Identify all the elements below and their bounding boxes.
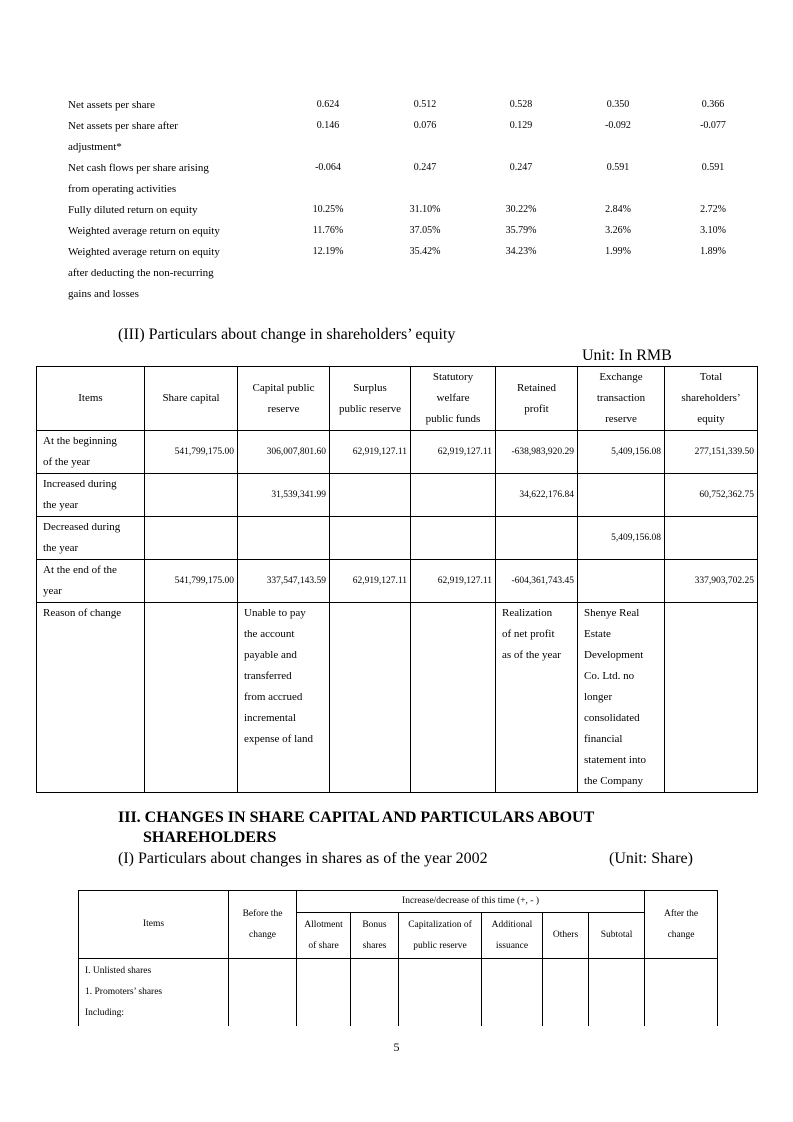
indicator-label: Weighted average return on equity (68, 225, 220, 237)
indicator-value: 0.624 (316, 99, 340, 110)
indicator-row (0, 116, 793, 153)
indicator-value: 31.10% (409, 204, 441, 215)
indicator-value: 35.79% (505, 225, 537, 236)
cell-statutory: 62,919,127.11 (411, 431, 496, 474)
indicator-value: 0.350 (606, 99, 630, 110)
cell-retained: -604,361,743.45 (496, 560, 578, 603)
indicator-label: Net cash flows per share arising from operating activities (68, 162, 209, 195)
indicator-label: Weighted average return on equity after deducting the non-recurring gains and losses (68, 246, 220, 300)
indicator-value: 0.247 (413, 162, 437, 173)
cell-empty (482, 959, 543, 1027)
col-header-others: Others (543, 913, 589, 959)
table-row (79, 959, 718, 1027)
indicator-value: 35.42% (409, 246, 441, 257)
cell-empty (589, 959, 645, 1027)
col-header-retained: Retained profit (496, 367, 578, 431)
cell-capital-reserve: 306,007,801.60 (238, 431, 330, 474)
cell-capital-reserve: 31,539,341.99 (238, 474, 330, 517)
cell-empty (351, 959, 399, 1027)
indicator-value: 30.22% (505, 204, 537, 215)
table-row (37, 474, 758, 517)
indicator-row (0, 242, 793, 300)
cell-empty (399, 959, 482, 1027)
col-header-items: Items (37, 367, 145, 431)
equity-unit: Unit: In RMB (582, 347, 672, 364)
indicator-label: Net assets per share (68, 99, 156, 111)
cell-statutory (411, 474, 496, 517)
cell-retained (496, 517, 578, 560)
col-header-after: After the change (645, 891, 718, 959)
col-header-additional: Additional issuance (482, 913, 543, 959)
share-unit: (Unit: Share) (609, 850, 693, 867)
indicator-value: 0.591 (701, 162, 725, 173)
indicator-value: 2.84% (605, 204, 631, 215)
indicator-value: 0.247 (509, 162, 533, 173)
indicator-value: 1.89% (700, 246, 726, 257)
indicator-value: 34.23% (505, 246, 537, 257)
col-header-bonus: Bonus shares (351, 913, 399, 959)
equity-change-table (36, 366, 758, 793)
reason-row (37, 603, 758, 793)
cell-empty (330, 603, 411, 793)
row-label: Reason of change (37, 603, 145, 793)
indicator-value: 0.591 (606, 162, 630, 173)
cell-total: 277,151,339.50 (665, 431, 758, 474)
table-row (37, 431, 758, 474)
col-header-capital-reserve: Capital public reserve (238, 367, 330, 431)
indicator-value: 11.76% (312, 225, 344, 236)
indicator-value: 3.10% (700, 225, 726, 236)
section-title-line2: SHAREHOLDERS (143, 829, 277, 846)
indicator-value: 0.528 (509, 99, 533, 110)
cell-surplus-reserve: 62,919,127.11 (330, 431, 411, 474)
cell-share-capital: 541,799,175.00 (145, 431, 238, 474)
indicator-value: 3.26% (605, 225, 631, 236)
cell-capital-reserve: 337,547,143.59 (238, 560, 330, 603)
cell-retained: 34,622,176.84 (496, 474, 578, 517)
indicator-value: 0.129 (509, 120, 533, 131)
page-number: 5 (393, 1040, 400, 1054)
col-header-statutory: Statutory welfare public funds (411, 367, 496, 431)
cell-share-capital (145, 517, 238, 560)
indicator-row (0, 200, 793, 221)
cell-empty (229, 959, 297, 1027)
row-label: I. Unlisted shares 1. Promoters’ shares Including: (79, 959, 229, 1027)
indicator-value: 37.05% (409, 225, 441, 236)
indicator-row (0, 158, 793, 195)
cell-empty (297, 959, 351, 1027)
cell-empty (543, 959, 589, 1027)
indicator-value: 12.19% (312, 246, 344, 257)
indicator-label: Net assets per share after adjustment* (68, 120, 178, 153)
cell-exchange (578, 560, 665, 603)
indicator-value: -0.092 (605, 120, 631, 131)
col-header-subtotal: Subtotal (589, 913, 645, 959)
indicator-label: Fully diluted return on equity (68, 204, 198, 216)
row-label: Decreased during the year (37, 517, 145, 560)
indicator-value: 2.72% (700, 204, 726, 215)
row-label: At the end of the year (37, 560, 145, 603)
col-header-before: Before the change (229, 891, 297, 959)
reason-exchange: Shenye Real Estate Development Co. Ltd. no longer consolidated financial statement into the Company (578, 603, 665, 793)
cell-total: 337,903,702.25 (665, 560, 758, 603)
cell-exchange: 5,409,156.08 (578, 517, 665, 560)
col-header-increase-group: Increase/decrease of this time (+, - ) (297, 891, 645, 913)
cell-exchange: 5,409,156.08 (578, 431, 665, 474)
cell-total (665, 517, 758, 560)
reason-capital-reserve: Unable to pay the account payable and transferred from accrued incremental expense of land (238, 603, 330, 793)
cell-surplus-reserve: 62,919,127.11 (330, 560, 411, 603)
indicator-value: 0.512 (413, 99, 437, 110)
table-row (37, 560, 758, 603)
cell-surplus-reserve (330, 474, 411, 517)
cell-total: 60,752,362.75 (665, 474, 758, 517)
equity-heading: (III) Particulars about change in shareholders’ equity (118, 326, 456, 343)
indicator-row (0, 221, 793, 242)
col-header-total: Total shareholders’ equity (665, 367, 758, 431)
share-subheading: (I) Particulars about changes in shares as of the year 2002 (118, 850, 488, 867)
cell-surplus-reserve (330, 517, 411, 560)
cell-retained: -638,983,920.29 (496, 431, 578, 474)
section-title: III. CHANGES IN SHARE CAPITAL AND PARTICULARS ABOUT (118, 809, 595, 826)
cell-exchange (578, 474, 665, 517)
cell-statutory: 62,919,127.11 (411, 560, 496, 603)
indicator-value: -0.077 (700, 120, 726, 131)
table-header-row (37, 367, 758, 431)
cell-empty (665, 603, 758, 793)
indicator-value: 1.99% (605, 246, 631, 257)
cell-empty (411, 603, 496, 793)
cell-statutory (411, 517, 496, 560)
indicator-value: 0.146 (316, 120, 340, 131)
indicator-value: -0.064 (315, 162, 341, 173)
table-header-row (79, 891, 718, 913)
row-label: Increased during the year (37, 474, 145, 517)
cell-share-capital (145, 474, 238, 517)
col-header-share-capital: Share capital (145, 367, 238, 431)
col-header-items: Items (79, 891, 229, 959)
indicator-value: 0.366 (701, 99, 725, 110)
indicator-row (0, 95, 793, 116)
indicator-value: 10.25% (312, 204, 344, 215)
row-label: At the beginning of the year (37, 431, 145, 474)
col-header-surplus-reserve: Surplus public reserve (330, 367, 411, 431)
col-header-capitalization: Capitalization of public reserve (399, 913, 482, 959)
col-header-exchange: Exchange transaction reserve (578, 367, 665, 431)
cell-share-capital: 541,799,175.00 (145, 560, 238, 603)
share-change-table (78, 890, 718, 1026)
cell-empty (145, 603, 238, 793)
table-row (37, 517, 758, 560)
reason-retained: Realization of net profit as of the year (496, 603, 578, 793)
indicator-value: 0.076 (413, 120, 437, 131)
col-header-allotment: Allotment of share (297, 913, 351, 959)
cell-capital-reserve (238, 517, 330, 560)
cell-empty (645, 959, 718, 1027)
